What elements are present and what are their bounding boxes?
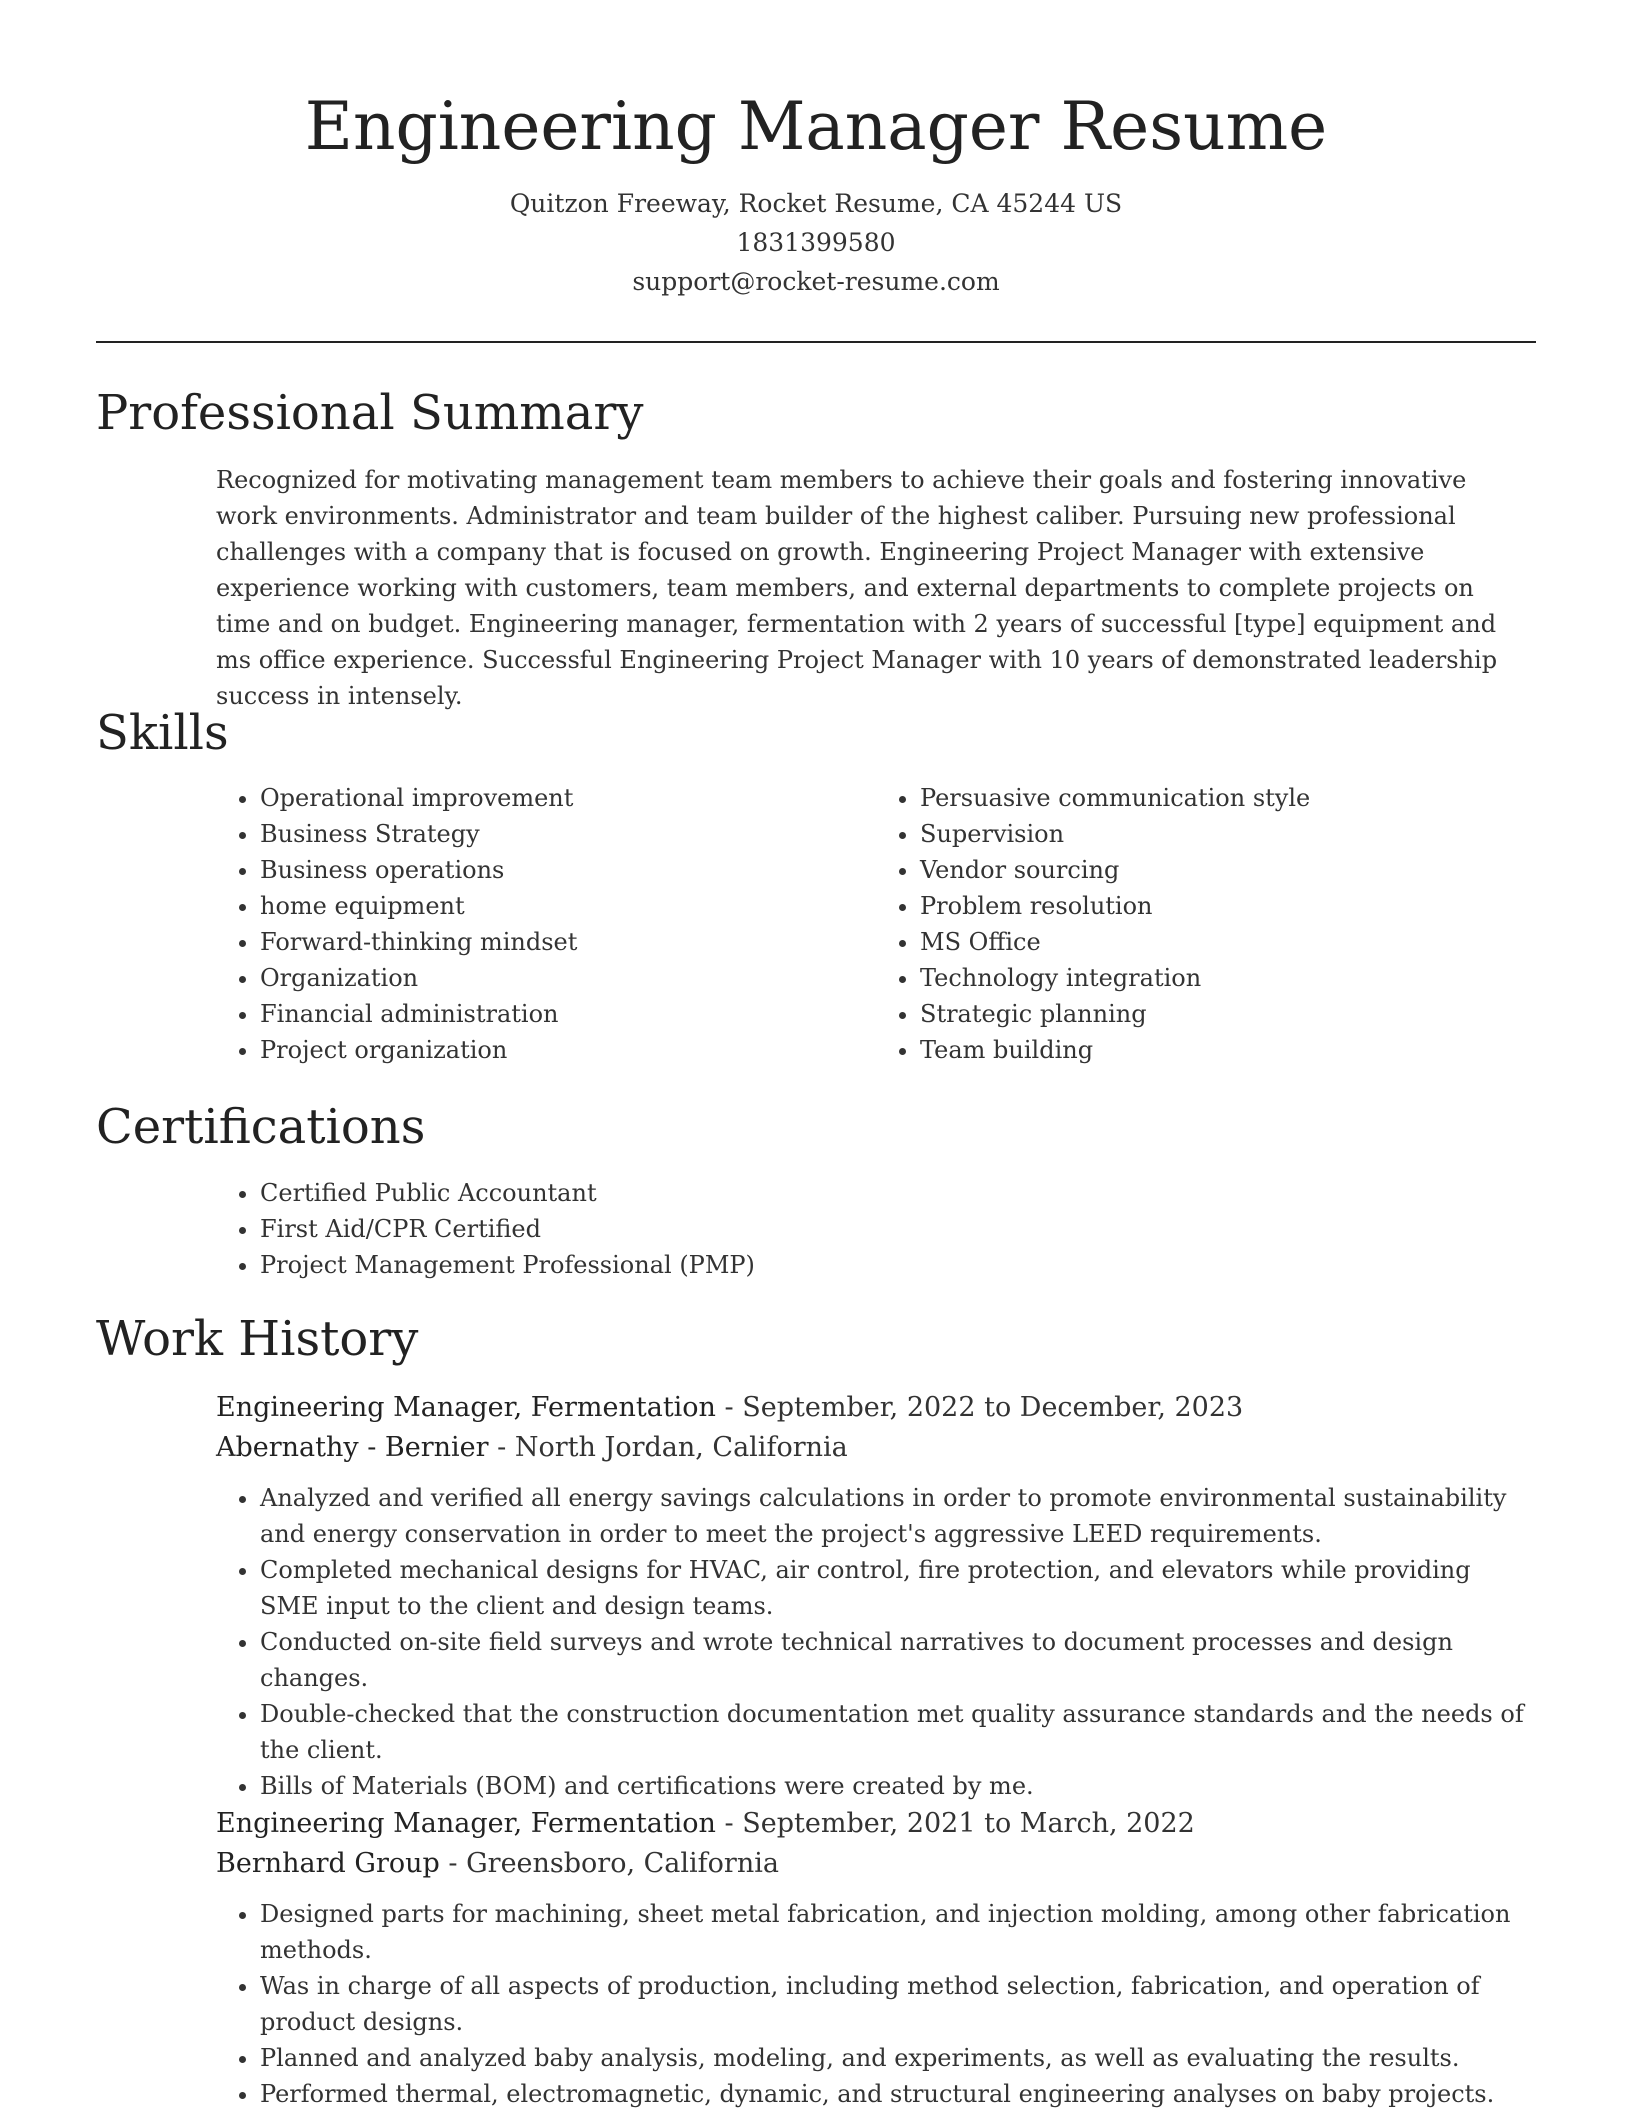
certifications-heading: Certifications <box>96 1099 426 1155</box>
skills-columns <box>216 780 1536 1068</box>
job-dates: September, 2021 to March, 2022 <box>742 1808 1195 1839</box>
skills-list-right <box>876 780 1536 1068</box>
separator: - <box>448 1848 467 1879</box>
skill-item: • Forward-thinking mindset <box>260 924 876 960</box>
contact-email: support@rocket-resume.com <box>632 267 1000 296</box>
skills-heading: Skills <box>96 705 229 761</box>
skill-item: • Persuasive communication style <box>920 780 1536 816</box>
resume-title: Engineering Manager Resume <box>304 88 1328 165</box>
skill-item: • Strategic planning <box>920 996 1536 1032</box>
certification-item: • Project Management Professional (PMP) <box>260 1247 1316 1283</box>
job-bullets <box>216 1480 1536 1804</box>
certifications-list <box>216 1175 1316 1283</box>
contact-info <box>0 184 1632 301</box>
skill-item: • Business operations <box>260 852 876 888</box>
job-title: Engineering Manager, Fermentation <box>216 1392 716 1423</box>
job-bullet: • Double-checked that the construction documentation met quality assurance standards and the needs of the client. <box>260 1696 1536 1768</box>
job-dates: September, 2022 to December, 2023 <box>742 1392 1244 1423</box>
work-history-heading: Work History <box>96 1311 419 1367</box>
job-bullet: • Performed thermal, electromagnetic, dynamic, and structural engineering analyses on baby projects. <box>260 2076 1536 2112</box>
job-bullet: • Designed parts for machining, sheet metal fabrication, and injection molding, among other fabrication methods. <box>260 1896 1536 1968</box>
skills-list-left <box>216 780 876 1068</box>
job-title: Engineering Manager, Fermentation <box>216 1808 716 1839</box>
contact-phone: 1831399580 <box>736 228 896 257</box>
job-bullet: • Conducted on-site field surveys and wrote technical narratives to document processes and design changes. <box>260 1624 1536 1696</box>
job-location: Greensboro, California <box>466 1848 779 1879</box>
summary-heading: Professional Summary <box>96 385 644 441</box>
certifications-section <box>96 1097 1536 1157</box>
skill-item: • MS Office <box>920 924 1536 960</box>
separator: - <box>724 1392 743 1423</box>
certification-item: • First Aid/CPR Certified <box>260 1211 1316 1247</box>
header-divider <box>96 341 1536 343</box>
separator: - <box>497 1432 515 1463</box>
job-location: North Jordan, California <box>514 1432 848 1463</box>
skill-item: • Project organization <box>260 1032 876 1068</box>
skill-item: • Vendor sourcing <box>920 852 1536 888</box>
summary-section <box>96 383 1536 443</box>
certifications-block <box>216 1175 1316 1283</box>
skill-item: • Technology integration <box>920 960 1536 996</box>
skill-item: • Team building <box>920 1032 1536 1068</box>
skill-item: • Supervision <box>920 816 1536 852</box>
job-bullet: • Completed mechanical designs for HVAC, air control, fire protection, and elevators while providing SME input to the client and design teams. <box>260 1552 1536 1624</box>
summary-text: Recognized for motivating management team members to achieve their goals and fostering innovative work environments. Administrator and team builder of the highest caliber. Pursuing new professional challenges with a company that is focused on growth. Engineering Project Manager with extensive experience working with customers, team members, and external departments to complete projects on time and on budget. Engineering manager, fermentation with 2 years of successful [type] equipment and ms office experience. Successful Engineering Project Manager with 10 years of demonstrated leadership success in intensely. <box>216 466 1498 710</box>
job-entry <box>216 1804 1536 2112</box>
certification-item: • Certified Public Accountant <box>260 1175 1316 1211</box>
skill-item: • Organization <box>260 960 876 996</box>
job-bullet: • Planned and analyzed baby analysis, modeling, and experiments, as well as evaluating the results. <box>260 2040 1536 2076</box>
skill-item: • home equipment <box>260 888 876 924</box>
contact-address: Quitzon Freeway, Rocket Resume, CA 45244 US <box>509 189 1123 218</box>
skill-item: • Business Strategy <box>260 816 876 852</box>
job-company-line <box>216 1844 1536 1884</box>
skill-item: • Problem resolution <box>920 888 1536 924</box>
job-title-line <box>216 1388 1536 1428</box>
work-history-section <box>96 1309 1536 1369</box>
job-title-line <box>216 1804 1536 1844</box>
job-company: Bernhard Group <box>216 1848 440 1879</box>
job-company: Abernathy - Bernier <box>216 1432 489 1463</box>
job-company-line <box>216 1428 1536 1468</box>
skills-section <box>96 703 1536 763</box>
job-bullet: • Analyzed and verified all energy savings calculations in order to promote environmental sustainability and energy conservation in order to meet the project's aggressive LEED requirements. <box>260 1480 1536 1552</box>
job-bullets <box>216 1896 1536 2112</box>
job-bullet: • Was in charge of all aspects of production, including method selection, fabrication, and operation of product designs. <box>260 1968 1536 2040</box>
skill-item: • Financial administration <box>260 996 876 1032</box>
job-entry <box>216 1388 1536 1804</box>
job-bullet: • Bills of Materials (BOM) and certifications were created by me. <box>260 1768 1536 1804</box>
skill-item: • Operational improvement <box>260 780 876 816</box>
separator: - <box>724 1808 743 1839</box>
resume-header <box>0 0 1632 301</box>
